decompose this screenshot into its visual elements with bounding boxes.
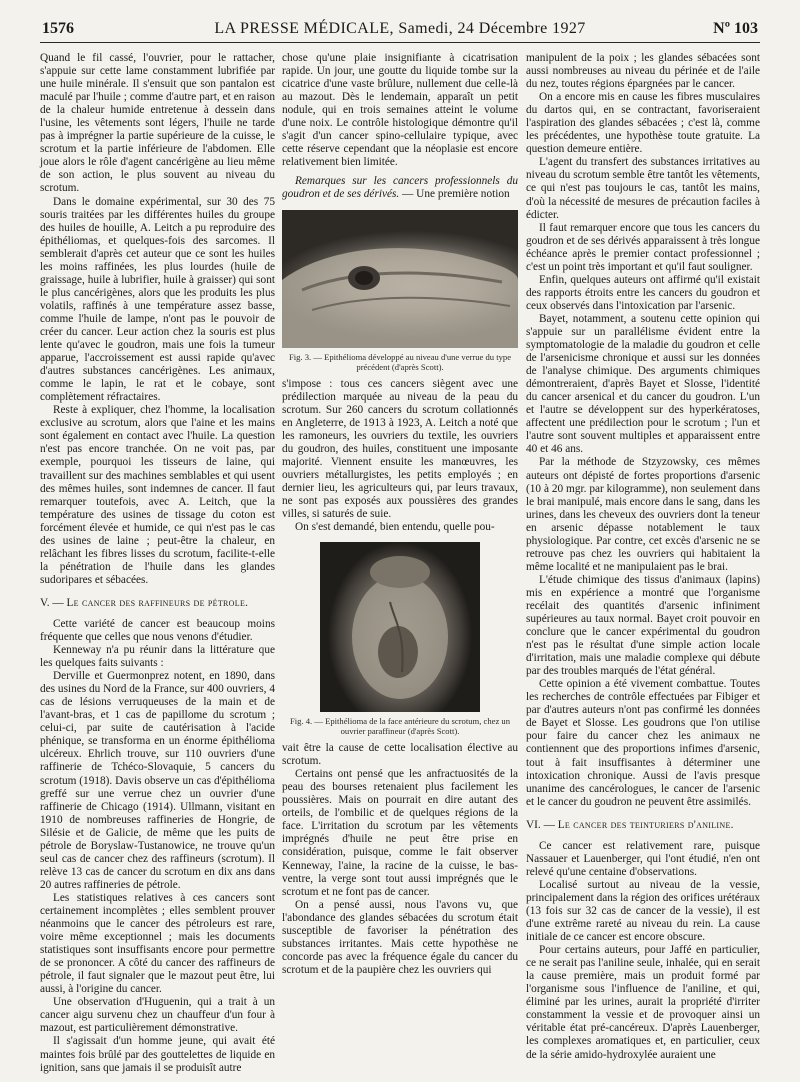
paragraph: L'étude chimique des tissus d'animaux (lapins) mis en expérience a montré que l'organisme recélait des quantités d'arsenic infiniment supérieures au taux normal. Bayet croit pouvoir en conclure que le cancer expérimental du goudron n'est pas le résultat d'une simple action locale d'irritation, mais une maladie complexe qui débute par des troubles marqués de l'état général. <box>526 573 760 678</box>
section-number: V. — <box>40 596 64 609</box>
paragraph: chose qu'une plaie insignifiante à cicatrisation rapide. Un jour, une goutte du liquide tombe sur la cicatrice d'une vaste brûlure, nullement due celle-là au mazout. Dès le lendemain, apparaît un petit nodule, qui en trois semaines atteint le volume d'une noix. Le contrôle histologique démontre qu'il s'agit d'un cancer spino-cellulaire typique, avec cette réserve cependant que la néoplasie est encore relativement bien limitée. <box>282 52 518 169</box>
paragraph: Bayet, notamment, a soutenu cette opinion qui s'appuie sur un parallélisme évident entre la symptomatologie de la maladie du goudron et celle de l'arsenicisme chronique et aussi sur les données de l'analyse chimique. Des arguments chimiques démontreraient, d'après Bayet et Slosse, l'identité du cancer arsenical et du cancer du goudron. L'un et l'autre se développent sur des hyperkératoses, affectent une prédilection pour le scrotum ; l'un et l'autre sont souvent multiples et apparaissent entre 40 et 46 ans. <box>526 312 760 456</box>
paragraph: s'impose : tous ces cancers siègent avec une prédilection marquée au niveau de la peau du scrotum. Sur 260 cancers du scrotum collationnés en Angleterre, de 1913 à 1923, A. Leitch a noté que les ramoneurs, les ouvriers du textile, les ouvriers du goudron, des huiles, constituent une imposante majorité. Viennent ensuite les manœuvres, les ouvriers métallurgistes, les petits employés ; en dernier lieu, les agriculteurs qui, par leurs travaux, ne sont pas exposés aux poussières des grandes villes, si saturés de suie. <box>282 377 518 520</box>
paragraph: On a encore mis en cause les fibres musculaires du dartos qui, en se contractant, favoriseraient l'aspiration des glandes sébacées ; c'est là, comme les précédentes, une hypothèse toute gratuite. La question demeure entière. <box>526 91 760 156</box>
hand-photo-illustration <box>282 210 518 348</box>
section-title: Le cancer des teinturiers d'aniline. <box>557 818 734 831</box>
paragraph: Kenneway n'a pu réunir dans la littérature que les quelques faits suivants : <box>40 644 275 670</box>
remark-paragraph <box>282 175 518 201</box>
paragraph: Une observation d'Huguenin, qui a trait à un cancer aigu survenu chez un chauffeur d'un four à mazout, est particulièrement démonstrative. <box>40 996 275 1035</box>
figure-3 <box>282 210 518 372</box>
figure-4 <box>282 542 518 736</box>
column-2 <box>282 52 518 977</box>
page-header <box>40 20 760 43</box>
paragraph: On s'est demandé, bien entendu, quelle pou- <box>295 521 495 534</box>
issue-number: Nº 103 <box>713 20 758 37</box>
paragraph: Il faut remarquer encore que tous les cancers du goudron et de ses dérivés apparaissent à très longue échéance après le premier contact professionnel ; c'est un point très important et qu'il faut souligner. <box>526 221 760 273</box>
paragraph: Les statistiques relatives à ces cancers sont certainement incomplètes ; elles semblent prouver néanmoins que le cancer des pétroleurs est rare, voire même exceptionnel ; mais les documents statistiques sont insuffisants encore pour permettre de se prononcer. A côté du cancer des raffineurs de pétrole, il faut signaler que le mazout peut être, lui aussi, à l'origine du cancer. <box>40 891 275 996</box>
paragraph: Cette opinion a été vivement combattue. Toutes les recherches de contrôle effectuées par Fibiger et par d'autres auteurs n'ont pas confirmé les données de Bayet et Slosse. Les goudrons que l'on utilise pour faire du cancer chez les animaux ne contiennent que des proportions infimes d'arsenic, tout à fait insuffisantes à déterminer une intoxication chronique. Aussi de l'avis presque unanime des cancérologues, le cancer de l'arsenic et le cancer du goudron ne peuvent être assimilés. <box>526 678 760 808</box>
column-1 <box>40 52 275 1075</box>
paragraph: Il s'agissait d'un homme jeune, qui avait été maintes fois brûlé par des gouttelettes de liquide en ignition, sans que jamais il se produisît autre <box>40 1035 275 1074</box>
paragraph: Reste à expliquer, chez l'homme, la localisation exclusive au scrotum, alors que l'aine et les mains sont également en contact avec l'huile. La question n'est pas encore tranchée. On ne voit pas, par exemple, pourquoi les tisseurs de laine, qui travaillent sur des machines semblables et qui usent des mêmes huiles, sont indemnes de cancer. Il faut remarquer toutefois, avec A. Leitch, que la température des usines de tissage du coton est forcément élevée et humide, ce qui n'est pas le cas des usines de laine ; peut-être la chaleur, en relâchant les fibres lisses du scrotum, facilite-t-elle la pénétration de l'huile dans les glandes sudoripares et sébacées. <box>40 404 275 586</box>
paragraph: Derville et Guermonprez notent, en 1890, dans des usines du Nord de la France, sur 400 ouvriers, 4 cas de lésions verruqueuses de la main et de l'avant-bras, et 1 cas de papillome du scrotum ; celui-ci, par suite de cautérisation à l'acide phénique, se transforma en un énorme épithélioma ulcéreux. Ehrlich trouve, sur 110 ouvriers d'une raffinerie de Tchéco-Slovaquie, 5 cancers du scrotum (1918). Davis observe un cas d'épithélioma greffé sur une verrue chez un ouvrier d'une raffinerie de Chicago (1914). Ullmann, visitant en 1910 de nombreuses raffineries de Hongrie, de Silésie et de Galicie, de même que les puits de pétrole de Boryslaw-Tustanowice, ne trouve qu'un seul cas de cancer chez des raffineurs (scrotum). Il relève 13 cas de cancer du scrotum en dix ans dans 20 autres raffineries de pétrole. <box>40 670 275 891</box>
paragraph: Localisé surtout au niveau de la vessie, principalement dans la région des orifices urétéraux (13 fois sur 32 cas de cancer de la vessie), il est d'une extrême rareté au niveau du rein. La cause initiale de ce cancer est encore obscure. <box>526 878 761 944</box>
paragraph: Pour certains auteurs, pour Jaffé en particulier, ce ne serait pas l'aniline seule, inhalée, qui en serait la cause première, mais un produit formé par l'organisme sous l'influence de l'aniline, et qui, éliminé par les urines, aurait la propriété d'irriter constamment la vessie et de provoquer ainsi un véritable état pré-cancéreux. D'après Lauenberger, les complexes aromatiques et, en particulier, ceux de la série amido-hydroxylée auraient une <box>526 944 760 1061</box>
section-heading <box>40 597 275 610</box>
remark-text: — Une première notion <box>399 188 510 201</box>
paragraph: Certains ont pensé que les anfractuosités de la peau des bourses retenaient plus facilement les poussières. Mais on pourrait en dire autant des orteils, de l'ombilic et de quelques régions de la face. L'irritation du scrotum par les vêtements imprégnés d'huile ne peut être prise en considération, puisque, comme le fait observer Kenneway, l'aine, la racine de la cuisse, le bas-ventre, la verge sont tout aussi imprégnés que le scrotum et ne font pas de cancer. <box>282 768 518 898</box>
figure-3-photo <box>282 210 518 348</box>
remark-label: Remarques sur les cancers professionnels du goudron et de ses dérivés. <box>282 175 518 201</box>
paragraph: L'agent du transfert des substances irritatives au niveau du scrotum semble être tantôt les vêtements, ce qui n'est pas toujours le cas, tantôt les mains, d'où la nécessité de mesures de précaution faciles à édicter. <box>526 156 760 221</box>
column-3 <box>526 52 760 1062</box>
paragraph: Par la méthode de Stzyzowsky, ces mêmes auteurs ont dépisté de fortes proportions d'arsenic (10 à 20 mgr. par kilogramme), non seulement dans le brai manipulé, mais encore dans le sang, dans les urines, dans les cheveux des ouvriers dont la teneur en arsenic dépasse notablement le taux physiologique. Par contre, cet excès d'arsenic ne se retrouve pas chez les ouvriers qui habitaient la même localité et ne manipulaient pas le brai. <box>526 456 760 573</box>
paragraph: Cette variété de cancer est beaucoup moins fréquente que celles que nous venons d'étudier. <box>40 617 275 644</box>
figure-3-caption: Fig. 3. — Epithélioma développé au niveau d'une verrue du type précédent (d'après Scott). <box>288 351 512 372</box>
paragraph: On a pensé aussi, nous l'avons vu, que l'abondance des glandes sébacées du scrotum était susceptible de favoriser la pénétration des substances irritantes. Mais cette hypothèse ne concorde pas avec la fréquence égale du cancer du scrotum et de la paupière chez les ouvriers qui <box>282 898 518 976</box>
scrotum-photo-illustration <box>320 542 480 712</box>
section-title: Le cancer des raffineurs de pétrole. <box>66 596 249 609</box>
journal-title: LA PRESSE MÉDICALE, Samedi, 24 Décembre 1927 <box>214 20 586 37</box>
paragraph: vait être la cause de cette localisation élective au scrotum. <box>282 742 518 768</box>
figure-4-caption: Fig. 4. — Epithélioma de la face antérieure du scrotum, chez un ouvrier paraffineur (d'après Scott). <box>289 716 511 737</box>
paragraph: Enfin, quelques auteurs ont affirmé qu'il existait des rapports étroits entre les cancers du goudron et ceux observés dans l'intoxication par l'arsenic. <box>526 273 760 312</box>
paragraph: manipulent de la poix ; les glandes sébacées sont aussi nombreuses au niveau du périnée et de l'aile du nez, toutes régions épargnées par le cancer. <box>526 52 760 91</box>
paragraph: Ce cancer est relativement rare, puisque Nassauer et Lauenberger, qui l'ont étudié, n'en ont relevé qu'une centaine d'observations. <box>526 839 760 878</box>
figure-4-photo <box>320 542 480 712</box>
section-number: VI. — <box>526 818 555 831</box>
paragraph: Quand le fil cassé, l'ouvrier, pour le rattacher, s'appuie sur cette lame constamment lubrifiée par une huile minérale. Il s'ensuit que son pantalon est maculé par l'huile ; comme d'autre part, et en raison de la chaleur humide entretenue à dessein dans l'usine, les vêtements sont légers, l'huile ne tarde pas à imprégner la partie supérieure de la cuisse, le scrotum et la partie inférieure de l'abdomen. Elle joue alors le rôle d'agent cancérigène au lieu même de son action, le plus souvent au niveau du scrotum. <box>40 52 275 195</box>
page-number: 1576 <box>42 20 74 37</box>
paragraph: Dans le domaine expérimental, sur 30 des 75 souris traitées par les différentes huiles du groupe des huiles de houille, A. Leitch a pu reproduire des épithéliomas, et quelques-fois des sarcomes. Il semblerait d'après cet auteur que ce sont les huiles les moins raffinées, les plus lourdes (huile de graissage, huile à lubrifier, huile à graisser) qui sont le plus cancérigènes, alors que les produits les plus volatils, raffinés à une température assez basse, comme l'huile de lampe, n'ont pas le pouvoir de créer du cancer. Leur action chez la souris est plus lente qu'avec le goudron, mais une fois la tumeur apparue, l'accroissement est aussi rapide qu'avec d'autres substances cancérigènes. Les animaux, comme le lapin, le rat et le cobaye, sont complètement réfractaires. <box>40 195 275 404</box>
section-heading <box>526 819 760 832</box>
